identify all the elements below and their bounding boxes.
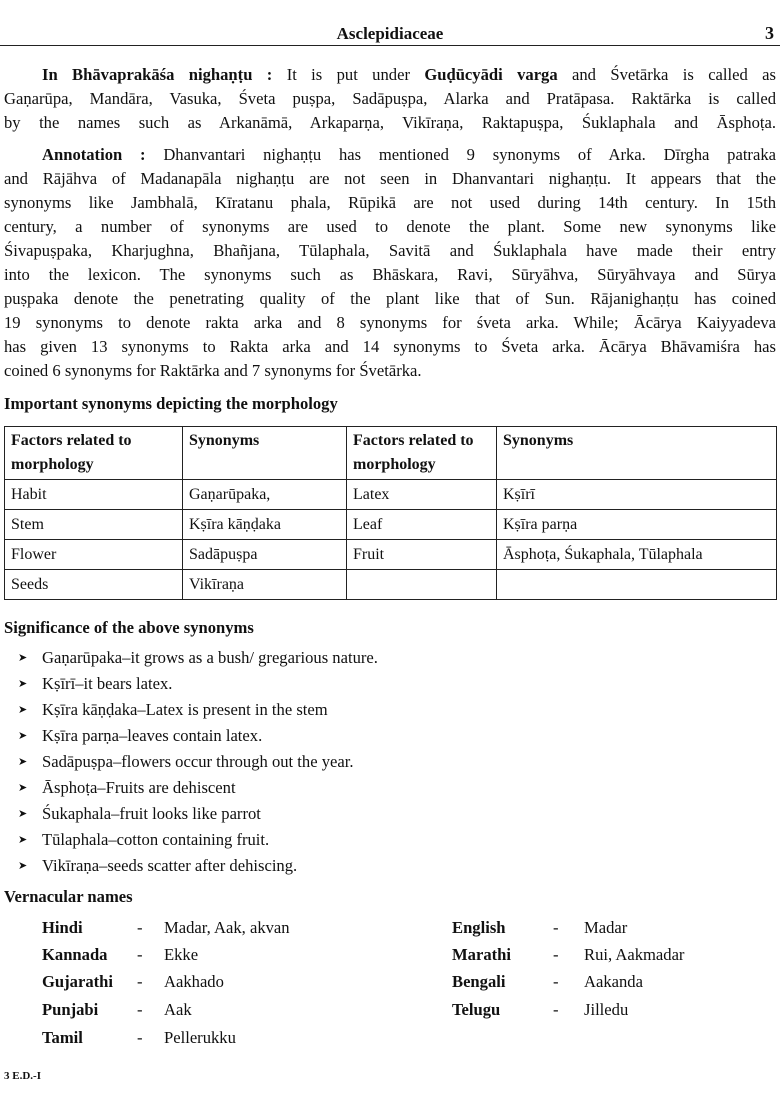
table-row (5, 510, 777, 540)
table-cell: Flower (5, 540, 183, 570)
table-header-row (5, 427, 777, 480)
text-run: It is put under (286, 65, 425, 84)
list-item-text: Gaṇarūpaka–it grows as a bush/ gregarious nature. (42, 648, 378, 667)
significance-heading: Significance of the above synonyms (4, 618, 254, 637)
significance-list (18, 645, 378, 879)
vernacular-name: Aakhado (164, 972, 224, 991)
list-item-text: Kṣīrī–it bears latex. (42, 674, 173, 693)
table-header-cell: Factors related to morphology (347, 427, 497, 480)
arrow-bullet-icon: ➤ (18, 652, 28, 664)
arrow-bullet-icon: ➤ (18, 756, 28, 768)
paragraph-line: by the names such as Arkanāmā, Arkaparṇa, Vikīraṇa, Raktapuṣpa, Śuklaphala and Āsphoṭa. (4, 113, 776, 132)
separator-dash: - (553, 945, 559, 964)
table-row (5, 570, 777, 600)
table-cell: Leaf (347, 510, 497, 540)
table-row (5, 540, 777, 570)
bhavaprakasa-paragraph (4, 63, 776, 135)
list-item-text: Kṣīra parṇa–leaves contain latex. (42, 726, 263, 745)
separator-dash: - (137, 945, 143, 964)
list-item (18, 801, 378, 827)
arrow-bullet-icon: ➤ (18, 782, 28, 794)
varga-name: Guḍūcyādi varga (424, 65, 558, 84)
vernacular-name: Jilledu (584, 1000, 629, 1019)
vernacular-name: Aakanda (584, 972, 643, 991)
header-rule (0, 45, 780, 46)
vernacular-name: Ekke (164, 945, 199, 964)
table-cell: Gaṇarūpaka, (183, 480, 347, 510)
arrow-bullet-icon: ➤ (18, 678, 28, 690)
arrow-bullet-icon: ➤ (18, 704, 28, 716)
table-header-cell: Synonyms (183, 427, 347, 480)
table-cell: Kṣīra kāṇḍaka (183, 510, 347, 540)
table-row (5, 480, 777, 510)
table-cell: Habit (5, 480, 183, 510)
paragraph-line (4, 63, 776, 87)
paragraph-line: synonyms like Jambhalā, Kīratanu phala, Rūpikā are not used during 14th century. In 15th (4, 193, 776, 212)
arrow-bullet-icon: ➤ (18, 834, 28, 846)
list-item-text: Āsphoṭa–Fruits are dehiscent (42, 778, 236, 797)
arrow-bullet-icon: ➤ (18, 860, 28, 872)
separator-dash: - (137, 972, 143, 991)
separator-dash: - (553, 1000, 559, 1019)
table-cell: Kṣīra parṇa (497, 510, 777, 540)
vernacular-name: Aak (164, 1000, 192, 1019)
list-item (18, 671, 378, 697)
table-cell: Latex (347, 480, 497, 510)
list-item-text: Śukaphala–fruit looks like parrot (42, 804, 261, 823)
separator-dash: - (553, 918, 559, 937)
paragraph-line: and Rājāhva of Madanapāla nighaṇṭu are not seen in Dhanvantari nighaṇṭu. It appears that the (4, 169, 776, 188)
separator-dash: - (137, 1028, 143, 1047)
list-item (18, 645, 378, 671)
table-cell (347, 570, 497, 600)
separator-dash: - (553, 972, 559, 991)
language-name: Punjabi (42, 1000, 99, 1019)
paragraph-line: coined 6 synonyms for Raktārka and 7 synonyms for Śvetārka. (4, 361, 422, 380)
paragraph-line: into the lexicon. The synonyms such as Bhāskara, Ravi, Sūryāhva, Sūryāhvaya and Sūrya (4, 265, 776, 284)
table-cell: Kṣīrī (497, 480, 777, 510)
vernacular-heading: Vernacular names (4, 887, 133, 906)
vernacular-name: Madar (584, 918, 628, 937)
separator-dash: - (137, 1000, 143, 1019)
table-cell: Seeds (5, 570, 183, 600)
paragraph-line: century, a number of synonyms are used to denote the plant. Some new synonyms like (4, 217, 776, 236)
language-name: Marathi (452, 945, 511, 964)
arrow-bullet-icon: ➤ (18, 730, 28, 742)
page-header (0, 20, 780, 46)
page-footer: 3 E.D.-I (4, 1070, 41, 1082)
table-cell: Fruit (347, 540, 497, 570)
table-cell: Sadāpuṣpa (183, 540, 347, 570)
list-item (18, 697, 378, 723)
list-item (18, 827, 378, 853)
language-name: Hindi (42, 918, 83, 937)
language-name: Bengali (452, 972, 506, 991)
running-title: Asclepidiaceae (336, 24, 444, 43)
list-item-text: Kṣīra kāṇḍaka–Latex is present in the stem (42, 700, 328, 719)
annotation-lead: Annotation : (42, 145, 146, 164)
list-item (18, 723, 378, 749)
vernacular-name: Madar, Aak, akvan (164, 918, 290, 937)
list-item-text: Tūlaphala–cotton containing fruit. (42, 830, 270, 849)
morphology-table (4, 426, 777, 600)
table-header-cell: Factors related to morphology (5, 427, 183, 480)
paragraph-line: Gaṇarūpa, Mandāra, Vasuka, Śveta puṣpa, Sadāpuṣpa, Alarka and Pratāpasa. Raktārka is called (4, 89, 776, 108)
list-item (18, 853, 378, 879)
paragraph-line: has given 13 synonyms to Rakta arka and 14 synonyms to Śveta arka. Ācārya Bhāvamiśra has (4, 337, 776, 356)
language-name: Kannada (42, 945, 108, 964)
paragraph-line: puṣpaka denote the penetrating quality of the plant like that of Sun. Rājanighaṇṭu has coined (4, 289, 776, 308)
annotation-paragraph (4, 143, 776, 383)
paragraph-line (4, 143, 776, 167)
list-item (18, 749, 378, 775)
language-name: Telugu (452, 1000, 501, 1019)
table-cell: Āsphoṭa, Śukaphala, Tūlaphala (497, 540, 777, 570)
page-number: 3 (765, 23, 774, 43)
separator-dash: - (137, 918, 143, 937)
table-cell (497, 570, 777, 600)
vernacular-name: Rui, Aakmadar (584, 945, 685, 964)
language-name: Gujarathi (42, 972, 113, 991)
text-run: and Śvetārka is called as (557, 65, 776, 84)
text-run: Dhanvantari nighaṇṭu has mentioned 9 synonyms of Arka. Dīrgha patraka (163, 145, 776, 164)
paragraph-line: 19 synonyms to denote rakta arka and 8 synonyms for śveta arka. While; Ācārya Kaiyyadeva (4, 313, 776, 332)
paragraph-lead: In Bhāvaprakāśa nighaṇṭu : (42, 65, 273, 84)
paragraph-line: Śivapuṣpaka, Kharjughna, Bhañjana, Tūlaphala, Savitā and Śuklaphala have made their entry (4, 241, 776, 260)
list-item-text: Sadāpuṣpa–flowers occur through out the year. (42, 752, 354, 771)
list-item-text: Vikīraṇa–seeds scatter after dehiscing. (42, 856, 298, 875)
table-header-cell: Synonyms (497, 427, 777, 480)
table-cell: Stem (5, 510, 183, 540)
vernacular-name: Pellerukku (164, 1028, 236, 1047)
language-name: Tamil (42, 1028, 83, 1047)
language-name: English (452, 918, 506, 937)
list-item (18, 775, 378, 801)
arrow-bullet-icon: ➤ (18, 808, 28, 820)
morphology-heading: Important synonyms depicting the morphology (4, 394, 338, 413)
table-cell: Vikīraṇa (183, 570, 347, 600)
